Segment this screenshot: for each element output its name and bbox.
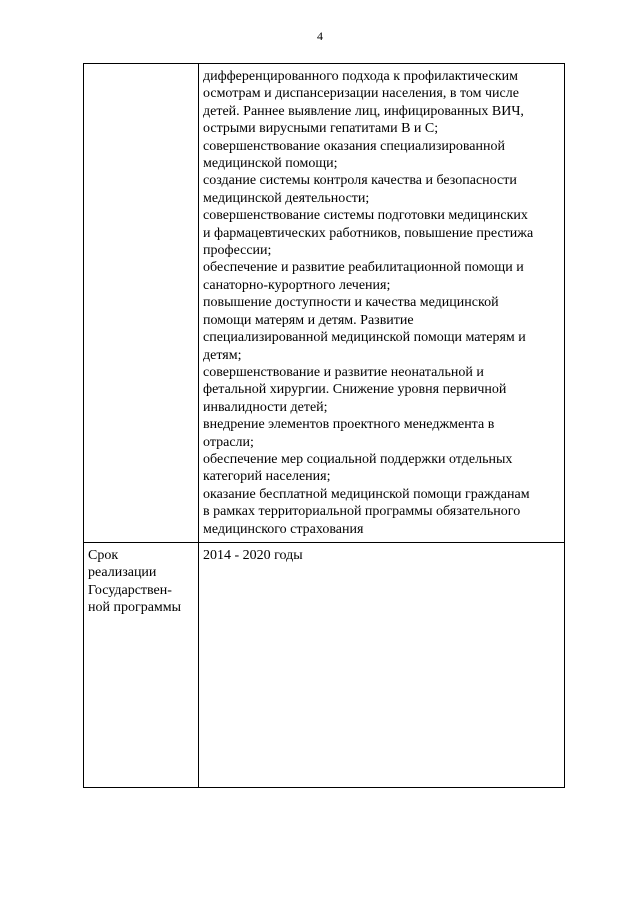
- text-line: осмотрам и диспансеризации населения, в том числе: [203, 86, 519, 102]
- text-line: медицинского страхования: [203, 521, 364, 537]
- text-line: в рамках территориальной программы обязательного: [203, 504, 521, 520]
- text-line: фетальной хирургии. Снижение уровня первичной: [203, 382, 507, 398]
- text-line: категорий населения;: [203, 469, 331, 485]
- text-line: и фармацевтических работников, повышение престижа: [203, 225, 534, 241]
- text-line: совершенствование системы подготовки медицинских: [203, 208, 528, 224]
- text-line: детям;: [203, 347, 242, 363]
- program-passport-table: [83, 63, 565, 788]
- text-line: совершенствование и развитие неонатальной и: [203, 364, 484, 380]
- text-line: обеспечение и развитие реабилитационной помощи и: [203, 260, 524, 276]
- text-line: детей. Раннее выявление лиц, инфицированных ВИЧ,: [203, 103, 524, 119]
- text-line: отрасли;: [203, 434, 254, 450]
- term-label: [88, 547, 194, 617]
- text-line: ной программы: [88, 600, 182, 616]
- text-line: Государствен-: [88, 582, 172, 598]
- table-cell-term-value: 2014 - 2020 годы: [199, 543, 565, 788]
- text-line: внедрение элементов проектного менеджмента в: [203, 417, 495, 433]
- text-line: профессии;: [203, 243, 272, 259]
- text-line: инвалидности детей;: [203, 399, 328, 415]
- text-line: обеспечение мер социальной поддержки отдельных: [203, 451, 513, 467]
- table-row-term: [84, 543, 565, 788]
- text-line: медицинской помощи;: [203, 156, 338, 172]
- text-line: создание системы контроля качества и безопасности: [203, 173, 517, 189]
- text-line: помощи матерям и детям. Развитие: [203, 312, 414, 328]
- text-line: совершенствование оказания специализированной: [203, 138, 505, 154]
- table-row-tasks: [84, 64, 565, 543]
- page-number: 4: [317, 29, 323, 43]
- table-cell-term-label: [84, 543, 199, 788]
- tasks-text: [203, 68, 560, 538]
- text-line: медицинской деятельности;: [203, 190, 370, 206]
- table-cell-left-empty: [84, 64, 199, 543]
- text-line: острыми вирусными гепатитами В и С;: [203, 121, 439, 137]
- table-cell-tasks: [199, 64, 565, 543]
- text-line: специализированной медицинской помощи матерям и: [203, 330, 526, 346]
- text-line: оказание бесплатной медицинской помощи гражданам: [203, 486, 530, 502]
- text-line: санаторно-курортного лечения;: [203, 277, 391, 293]
- text-line: повышение доступности и качества медицинской: [203, 295, 499, 311]
- text-line: Срок: [88, 548, 119, 563]
- text-line: дифференцированного подхода к профилактическим: [203, 69, 518, 84]
- text-line: реализации: [88, 565, 157, 581]
